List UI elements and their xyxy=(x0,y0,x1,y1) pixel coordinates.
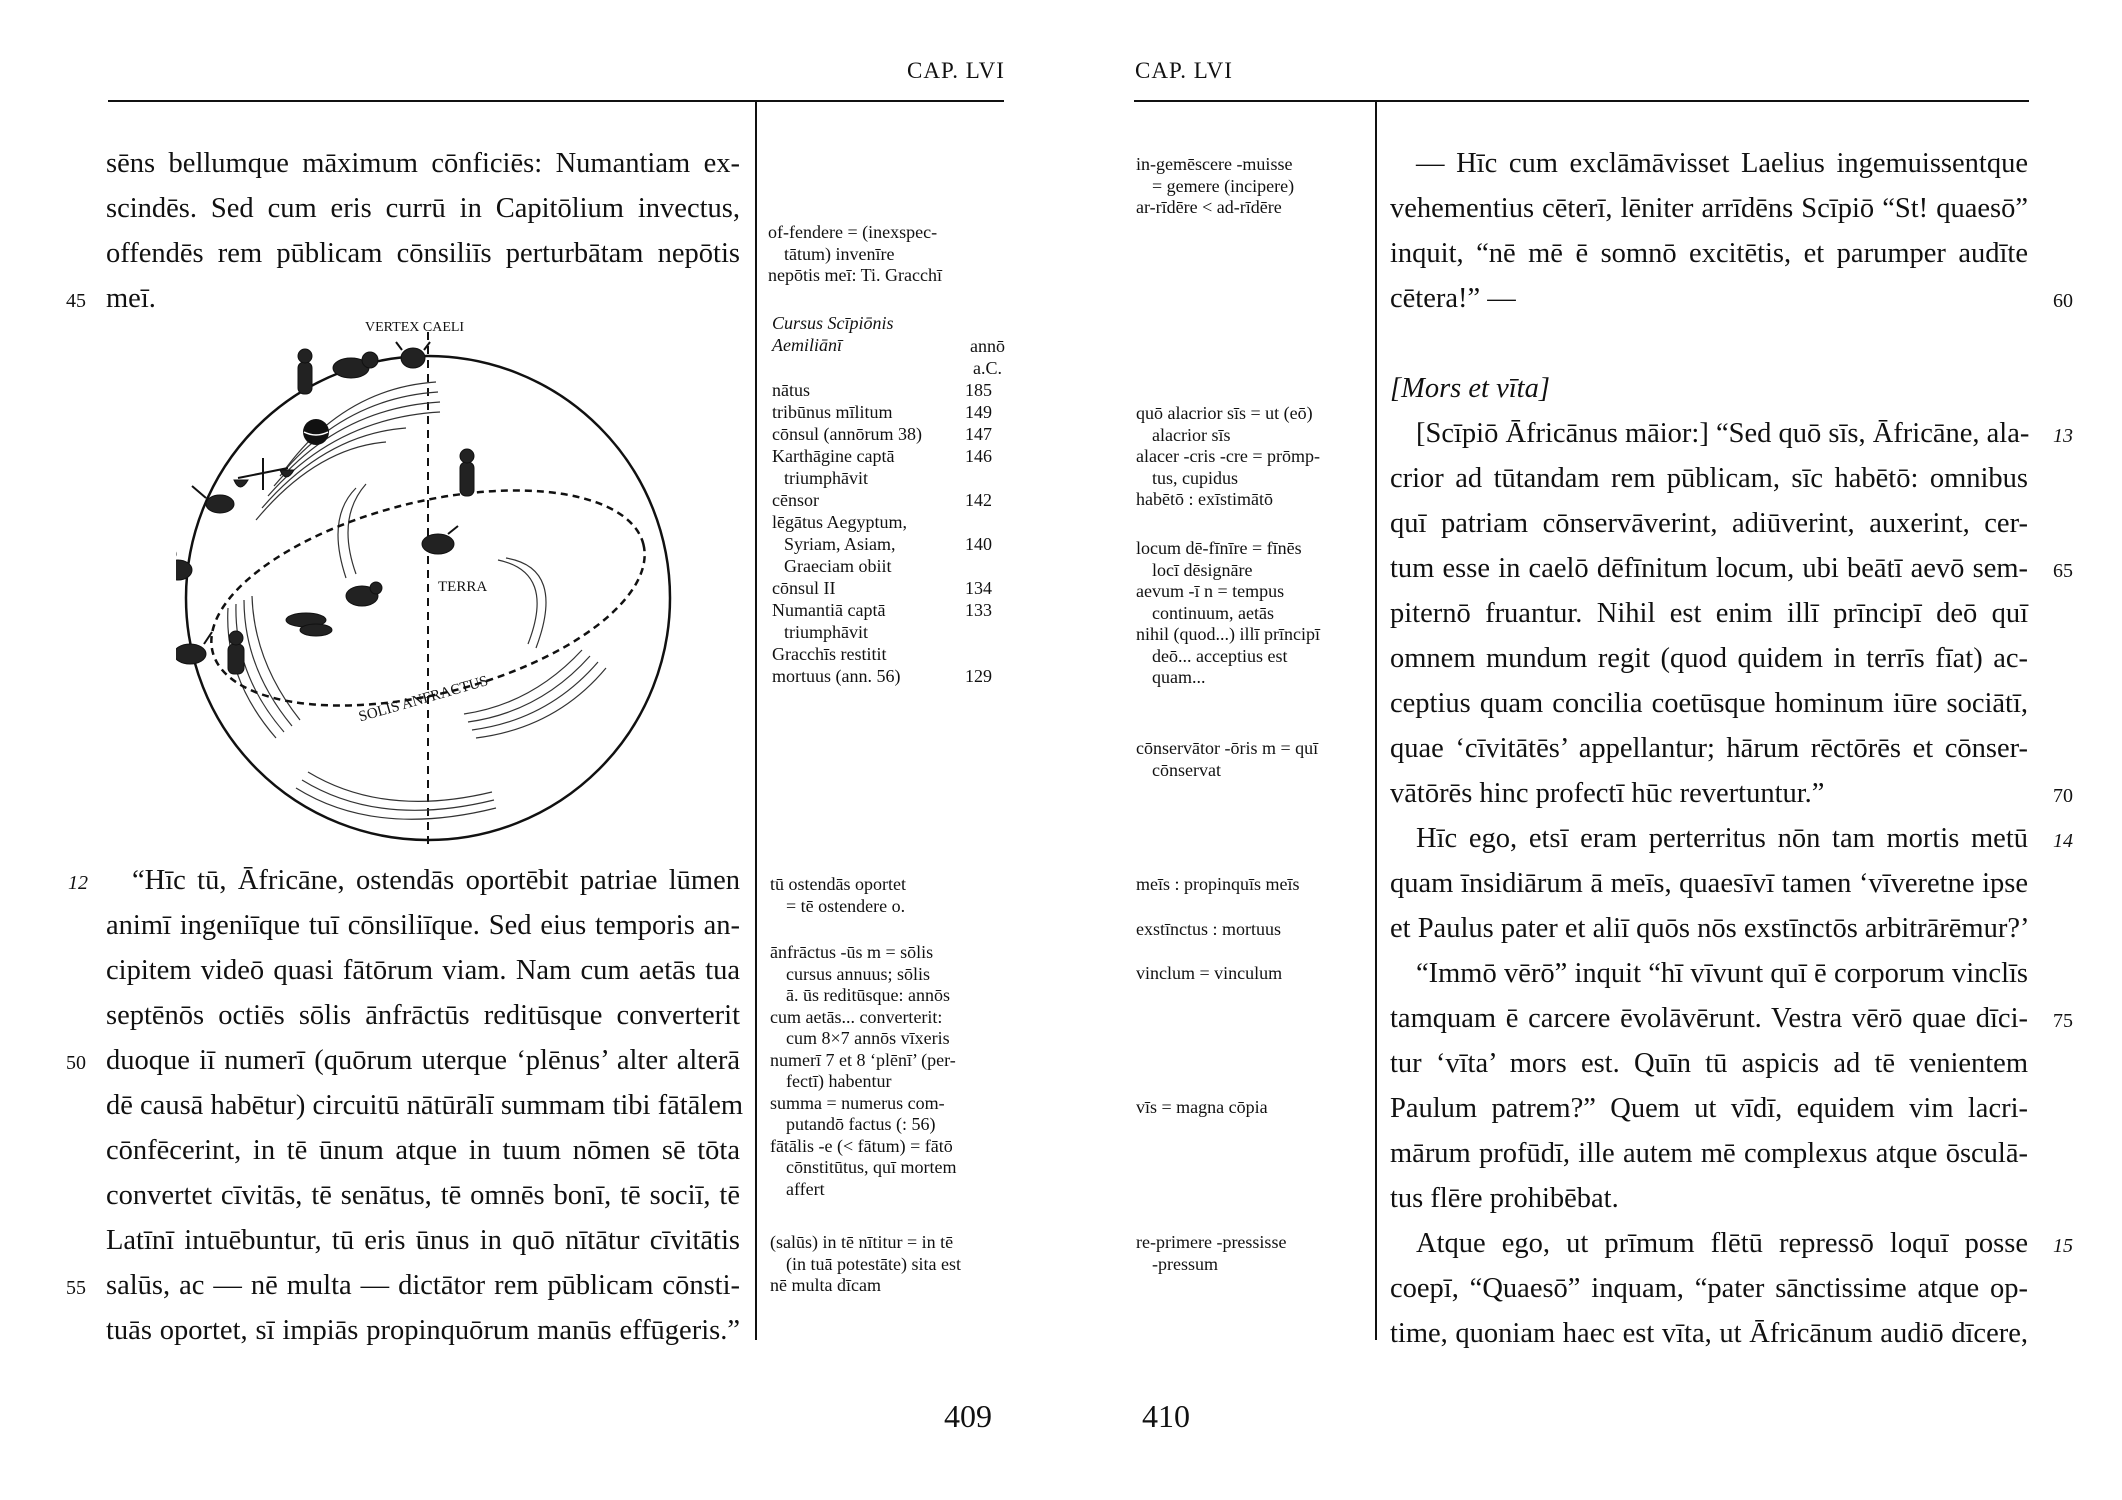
scales-figure xyxy=(234,458,294,490)
text-line: Atque ego, ut prīmum flētū repressō loquī posse xyxy=(1416,1228,2028,1259)
goat-figure xyxy=(176,632,212,664)
margin-note: meīs : propinquīs meīs xyxy=(1136,874,1300,894)
text-line: cōnfēcerint, in tē ūnum atque in tuum nōmen sē tōta xyxy=(106,1135,740,1166)
line-number: 45 xyxy=(66,290,86,312)
text-line: tuās oportet, sī impiās propinquōrum manūs effūgeris.” xyxy=(106,1315,740,1346)
virgin-figure xyxy=(298,349,312,394)
text-line: Paulum patrem?” Quem ut vīdī, equidem vim lacri- xyxy=(1390,1093,2028,1124)
text-line: time, quoniam haec est vīta, ut Āfricānum audiō dīcere, xyxy=(1390,1318,2028,1349)
text-line: septēnōs octiēs sōlis ānfrāctūs reditūsque converterit xyxy=(106,1000,740,1031)
margin-note: vinclum = vinculum xyxy=(1136,963,1283,983)
text-line: convertet cīvitās, tē senātus, tē omnēs bonī, tē sociī, tē xyxy=(106,1180,740,1211)
text-line: inquit, “nē mē ē somnō excitētis, et parumper audīte xyxy=(1390,238,2028,269)
text-line: ceptius quam concilia coetūsque hominum iūre sociātī, xyxy=(1390,688,2028,719)
line-number: 75 xyxy=(2053,1010,2073,1032)
text-line: sēns bellumque māximum cōnficiēs: Numantiam ex- xyxy=(106,148,740,179)
section-number: 14 xyxy=(2053,830,2073,852)
text-line: tur ‘vīta’ mors est. Quīn tū aspicis ad tē venientem xyxy=(1390,1048,2028,1079)
margin-note: exstīnctus : mortuus xyxy=(1136,919,1281,939)
lion-figure xyxy=(333,352,378,378)
text-line: tamquam ē carcere ēvolāvērunt. Vestra vērō quae dīci- xyxy=(1390,1003,2028,1034)
text-line: crior ad tūtandam rem pūblicam, sīc habētō: omnibus xyxy=(1390,463,2028,494)
cursus-year-header: annō a.C. xyxy=(970,336,1005,378)
text-line: — Hīc cum exclāmāvisset Laelius ingemuissentque xyxy=(1416,148,2028,179)
diagram-label-earth: TERRA xyxy=(438,579,488,595)
text-line: tus flēre prohibēbat. xyxy=(1390,1183,1619,1214)
text-line: cipitem videō quasi fātōrum viam. Nam cum aetās tua xyxy=(106,955,740,986)
twins-figure xyxy=(460,449,474,496)
text-line: vehementius cēterī, lēniter arrīdēns Scīpiō “St! quaesō” xyxy=(1390,193,2028,224)
text-line: mārum profūdī, ille autem mē complexus atque ōsculā- xyxy=(1390,1138,2028,1169)
celestial-diagram xyxy=(176,318,696,850)
section-number: 12 xyxy=(68,872,88,894)
rule-right xyxy=(1134,100,2029,102)
text-line: Hīc ego, etsī eram perterritus nōn tam mortis metū xyxy=(1416,823,2028,854)
text-line: vātōrēs hinc profectī hūc revertuntur.” xyxy=(1390,778,1825,809)
text-line: omnem mundum regit (quod quidem in terrīs fīat) ac- xyxy=(1390,643,2028,674)
earth-sphere xyxy=(303,419,329,445)
crab-figure xyxy=(396,342,430,368)
diagram-label-arc: SOLIS ANFRACTUS xyxy=(357,673,491,726)
line-number: 55 xyxy=(66,1277,86,1299)
scorpion-figure xyxy=(192,486,234,513)
text-line: cētera!” — xyxy=(1390,283,1516,314)
text-line: [Scīpiō Āfricānus māior:] “Sed quō sīs, Āfricāne, ala- xyxy=(1416,418,2030,449)
line-number: 60 xyxy=(2053,290,2073,312)
margin-note: (salūs) in tē nītitur = in tē (in tuā potestāte) sita est nē multa dīcam xyxy=(770,1232,961,1295)
text-line: duoque iī numerī (quōrum uterque ‘plēnus’ alter alterā xyxy=(106,1045,740,1076)
rule-left xyxy=(108,100,1004,102)
margin-note: locum dē-fīnīre = fīnēs locī dēsignāre aevum -ī n = tempus continuum, aetās nihil (quod...) illī prīncipī deō... acceptius est quam... xyxy=(1136,538,1320,687)
header-left: CAP. LVI xyxy=(907,58,1005,83)
text-line: quī patriam cōnservāverint, adiūverint, auxerint, cer- xyxy=(1390,508,2028,539)
margin-note: cōnservātor -ōris m = quī cōnservat xyxy=(1136,738,1319,780)
header-right: CAP. LVI xyxy=(1135,58,1233,83)
margin-note: quō alacrior sīs = ut (eō) alacrior sīs alacer -cris -cre = prōmp- tus, cupidus habētō : exīstimātō xyxy=(1136,403,1321,509)
hatching xyxy=(228,382,606,819)
text-line: offendēs rem pūblicam cōnsiliīs perturbātam nepōtis xyxy=(106,238,740,269)
text-line: quam īnsidiārum ā meīs, quaesīvī tamen ‘vīveretne ipse xyxy=(1390,868,2028,899)
section-number: 15 xyxy=(2053,1235,2073,1257)
section-number: 13 xyxy=(2053,425,2073,447)
cursus-title: Cursus Scīpiōnis Aemiliānī xyxy=(772,313,894,355)
text-line: coepī, “Quaesō” inquam, “pater sānctissime atque op- xyxy=(1390,1273,2028,1304)
text-line: tum esse in caelō dēfīnitum locum, ubi beātī aevō sem- xyxy=(1390,553,2028,584)
column-divider-right xyxy=(1375,102,1377,1340)
text-line: et Paulus pater et aliī quōs nōs exstīnctōs arbitrārēmur?’ xyxy=(1390,913,2030,944)
text-line: Latīnī intuēbuntur, tū eris ūnus in quō nītātur cīvitātis xyxy=(106,1225,740,1256)
section-heading: [Mors et vīta] xyxy=(1390,373,1550,404)
line-number: 65 xyxy=(2053,560,2073,582)
text-line: meī. xyxy=(106,283,156,314)
fish-figure xyxy=(286,613,332,636)
page-number-right: 410 xyxy=(1142,1398,1190,1434)
margin-note: ānfrāctus -ūs m = sōlis cursus annuus; sōlis ā. ūs reditūsque: annōs cum aetās... converterit: cum 8×7 annōs vīxeris numerī 7 et 8 ‘plēnī’ (per- fectī) habentur summa = numerus com- putandō factus (: 56) fātālis -e (< fātum) = fātō cōnstitūtus, quī mortem affert xyxy=(770,942,957,1199)
ram-figure xyxy=(346,582,382,606)
page-number-left: 409 xyxy=(944,1398,992,1434)
text-line: dē causā habētur) circuitū nātūrālī summam tibi fātālem xyxy=(106,1090,744,1121)
margin-note: re-primere -pressisse -pressum xyxy=(1136,1232,1287,1274)
diagram-label-top: VERTEX CAELI xyxy=(365,320,465,335)
margin-note: vīs = magna cōpia xyxy=(1136,1097,1268,1117)
margin-note: in-gemēscere -muisse = gemere (incipere) ar-rīdēre < ad-rīdēre xyxy=(1136,154,1295,217)
line-number: 70 xyxy=(2053,785,2073,807)
text-line: salūs, ac — nē multa — dictātor rem pūblicam cōnsti- xyxy=(106,1270,740,1301)
text-line: animī ingeniīque tuī cōnsiliīque. Sed eius temporis an- xyxy=(106,910,740,941)
text-line: “Hīc tū, Āfricāne, ostendās oportēbit patriae lūmen xyxy=(132,865,740,896)
text-line: piternō fruantur. Nihil est enim illī prīncipī deō quī xyxy=(1390,598,2028,629)
margin-note: of-fendere = (inexspec- tātum) invenīre nepōtis meī: Ti. Gracchī xyxy=(768,222,942,285)
margin-note: tū ostendās oportet = tē ostendere o. xyxy=(770,874,906,916)
text-line: “Immō vērō” inquit “hī vīvunt quī ē corporum vinclīs xyxy=(1416,958,2028,989)
water-bearer-figure xyxy=(228,631,244,674)
column-divider-left xyxy=(755,102,757,1340)
text-line: scindēs. Sed cum eris currū in Capitōlium invectus, xyxy=(106,193,740,224)
line-number: 50 xyxy=(66,1052,86,1074)
zodiac-figures xyxy=(176,342,474,674)
text-line: quae ‘cīvitātēs’ appellantur; hārum rēctōrēs et cōnser- xyxy=(1390,733,2028,764)
